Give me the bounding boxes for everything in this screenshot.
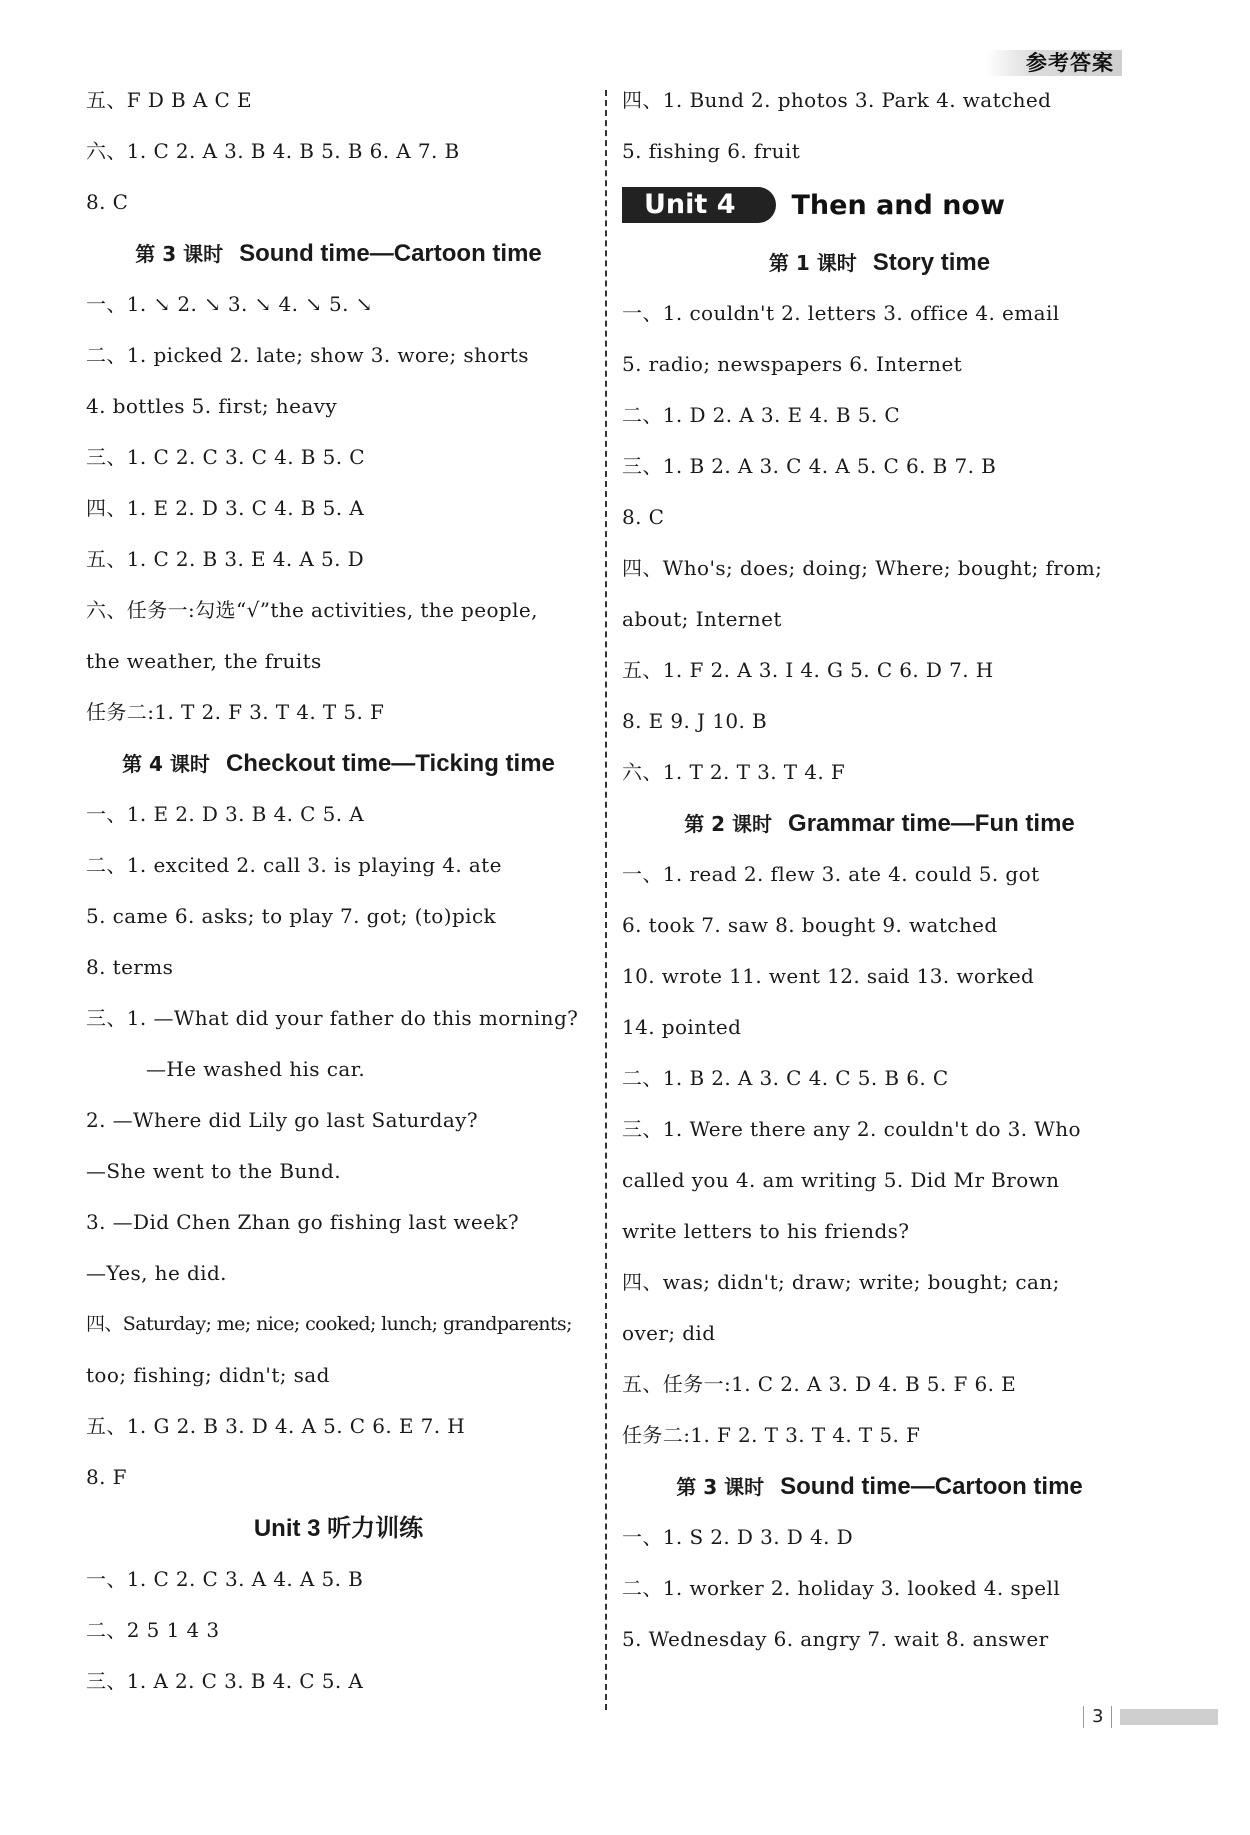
answer-line: 6. took 7. saw 8. bought 9. watched — [622, 913, 998, 937]
lesson-heading — [622, 798, 1137, 849]
answer-line: 四、Who's; does; doing; Where; bought; from; — [622, 556, 1103, 580]
answer-line: 六、1. C 2. A 3. B 4. B 5. B 6. A 7. B — [86, 139, 460, 163]
answer-line: 五、1. G 2. B 3. D 4. A 5. C 6. E 7. H — [86, 1414, 466, 1438]
lesson-label: 第 3 课时 — [676, 1475, 765, 1499]
answer-line: write letters to his friends? — [622, 1219, 910, 1243]
unit-banner — [622, 177, 1137, 233]
answer-line: 六、1. T 2. T 3. T 4. F — [622, 760, 846, 784]
answer-line: 4. bottles 5. first; heavy — [86, 394, 338, 418]
answer-line: 5. Wednesday 6. angry 7. wait 8. answer — [622, 1627, 1049, 1651]
answer-line: 5. fishing 6. fruit — [622, 139, 801, 163]
answer-line: 8. C — [86, 190, 129, 214]
listening-title: Unit 3 听力训练 — [253, 1515, 424, 1542]
answer-line: 8. F — [86, 1465, 127, 1489]
answer-line: 二、1. picked 2. late; show 3. wore; shorts — [86, 343, 529, 367]
answer-line: 任务二:1. F 2. T 3. T 4. T 5. F — [622, 1423, 921, 1447]
lesson-title: Story time — [872, 249, 991, 276]
answer-line: 三、1. —What did your father do this morning? — [86, 1006, 579, 1030]
column-divider — [605, 90, 607, 1710]
lesson-title: Sound time—Cartoon time — [780, 1473, 1083, 1500]
answer-line: 一、1. S 2. D 3. D 4. D — [622, 1525, 854, 1549]
answer-line: —Yes, he did. — [86, 1261, 227, 1285]
footer-bar — [1120, 1709, 1218, 1725]
answer-line: called you 4. am writing 5. Did Mr Brown — [622, 1168, 1060, 1192]
answer-line: 一、1. ↘ 2. ↘ 3. ↘ 4. ↘ 5. ↘ — [86, 292, 373, 316]
listening-heading — [86, 1503, 591, 1554]
answer-line: 8. E 9. J 10. B — [622, 709, 768, 733]
answer-line: 二、2 5 1 4 3 — [86, 1618, 220, 1642]
left-column — [86, 75, 591, 1707]
answer-line: —He washed his car. — [146, 1057, 366, 1081]
answer-line: 二、1. B 2. A 3. C 4. C 5. B 6. C — [622, 1066, 949, 1090]
answer-line: 二、1. excited 2. call 3. is playing 4. ate — [86, 853, 502, 877]
answer-line: 四、Saturday; me; nice; cooked; lunch; grandparents; — [86, 1313, 572, 1335]
answer-line: 四、was; didn't; draw; write; bought; can; — [622, 1270, 1060, 1294]
right-column — [622, 75, 1137, 1665]
answer-line: too; fishing; didn't; sad — [86, 1363, 330, 1387]
answer-line: 五、任务一:1. C 2. A 3. D 4. B 5. F 6. E — [622, 1372, 1017, 1396]
answer-line: 三、1. Were there any 2. couldn't do 3. Who — [622, 1117, 1081, 1141]
answer-line: 五、F D B A C E — [86, 88, 252, 112]
answer-line: 10. wrote 11. went 12. said 13. worked — [622, 964, 1035, 988]
answer-line: 五、1. F 2. A 3. I 4. G 5. C 6. D 7. H — [622, 658, 994, 682]
answer-line: 三、1. C 2. C 3. C 4. B 5. C — [86, 445, 365, 469]
lesson-label: 第 2 课时 — [684, 812, 773, 836]
answer-line: 14. pointed — [622, 1015, 742, 1039]
lesson-label: 第 4 课时 — [122, 752, 210, 776]
answer-line: —She went to the Bund. — [86, 1159, 341, 1183]
unit-badge: Unit 4 — [622, 187, 776, 223]
answer-line: 任务二:1. T 2. F 3. T 4. T 5. F — [86, 700, 385, 724]
answer-line: 5. came 6. asks; to play 7. got; (to)pick — [86, 904, 497, 928]
answer-key-tab: 参考答案 — [986, 50, 1122, 76]
lesson-title: Checkout time—Ticking time — [225, 750, 555, 777]
answer-line: 二、1. worker 2. holiday 3. looked 4. spell — [622, 1576, 1061, 1600]
lesson-label: 第 3 课时 — [135, 242, 224, 266]
answer-line: the weather, the fruits — [86, 649, 322, 673]
answer-line: 2. —Where did Lily go last Saturday? — [86, 1108, 478, 1132]
lesson-heading — [622, 237, 1137, 288]
answer-line: 一、1. E 2. D 3. B 4. C 5. A — [86, 802, 365, 826]
answer-line: 四、1. Bund 2. photos 3. Park 4. watched — [622, 88, 1052, 112]
lesson-label: 第 1 课时 — [768, 251, 857, 275]
answer-line: 一、1. C 2. C 3. A 4. A 5. B — [86, 1567, 364, 1591]
lesson-title: Sound time—Cartoon time — [239, 240, 542, 267]
answer-line: 六、任务一:勾选“√”the activities, the people, — [86, 598, 538, 622]
answer-line: 一、1. read 2. flew 3. ate 4. could 5. got — [622, 862, 1040, 886]
answer-line: over; did — [622, 1321, 716, 1345]
answer-line: 一、1. couldn't 2. letters 3. office 4. email — [622, 301, 1060, 325]
page-number: 3 — [1083, 1706, 1112, 1728]
unit-title: Then and now — [791, 189, 1005, 221]
lesson-title: Grammar time—Fun time — [788, 810, 1075, 837]
answer-line: 二、1. D 2. A 3. E 4. B 5. C — [622, 403, 901, 427]
lesson-heading — [86, 738, 591, 789]
lesson-heading — [622, 1461, 1137, 1512]
answer-line: 四、1. E 2. D 3. C 4. B 5. A — [86, 496, 365, 520]
answer-line: 3. —Did Chen Zhan go fishing last week? — [86, 1210, 520, 1234]
answer-line: 8. C — [622, 505, 665, 529]
answer-line: 三、1. B 2. A 3. C 4. A 5. C 6. B 7. B — [622, 454, 997, 478]
answer-line: 三、1. A 2. C 3. B 4. C 5. A — [86, 1669, 364, 1693]
answer-line: 8. terms — [86, 955, 174, 979]
answer-line: about; Internet — [622, 607, 782, 631]
answer-line: 五、1. C 2. B 3. E 4. A 5. D — [86, 547, 365, 571]
answer-line: 5. radio; newspapers 6. Internet — [622, 352, 963, 376]
lesson-heading — [86, 228, 591, 279]
